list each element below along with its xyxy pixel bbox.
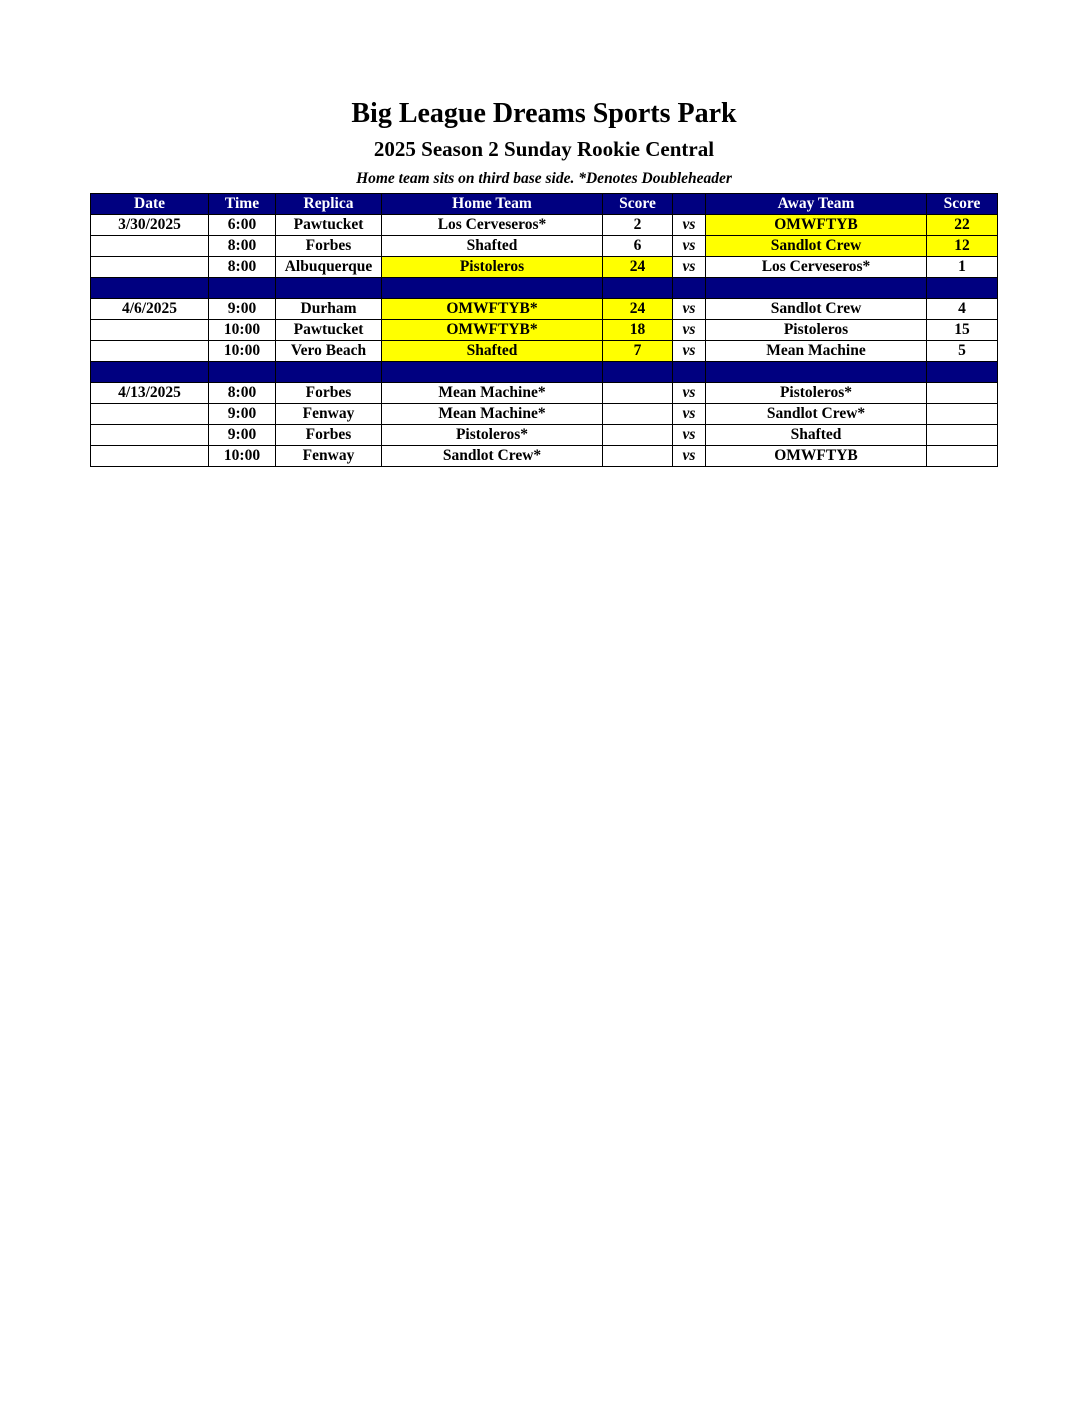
separator-cell [91,362,209,383]
cell-time: 8:00 [209,257,276,278]
cell-home-score: 2 [603,215,673,236]
col-header-replica: Replica [276,194,382,215]
table-row [91,341,998,362]
schedule-body [91,215,998,467]
cell-date [91,425,209,446]
cell-away-score: 5 [927,341,998,362]
table-row [91,383,998,404]
separator-cell [603,278,673,299]
cell-home-score [603,425,673,446]
cell-home-team: Shafted [382,341,603,362]
cell-home-score [603,383,673,404]
cell-away-team: Shafted [706,425,927,446]
separator-cell [209,362,276,383]
table-row [91,236,998,257]
separator-cell [603,362,673,383]
cell-home-score [603,404,673,425]
cell-away-score: 12 [927,236,998,257]
cell-home-score: 7 [603,341,673,362]
cell-replica: Vero Beach [276,341,382,362]
cell-home-score: 18 [603,320,673,341]
page-subtitle: 2025 Season 2 Sunday Rookie Central [373,137,715,161]
cell-home-team: Pistoleros* [382,425,603,446]
cell-home-team: Shafted [382,236,603,257]
cell-vs: vs [673,383,706,404]
cell-date [91,404,209,425]
week-separator-row [91,278,998,299]
cell-away-score: 4 [927,299,998,320]
cell-away-score [927,446,998,467]
cell-vs: vs [673,404,706,425]
cell-date: 4/6/2025 [91,299,209,320]
cell-date [91,320,209,341]
cell-home-team: OMWFTYB* [382,299,603,320]
cell-away-score: 22 [927,215,998,236]
separator-cell [276,278,382,299]
cell-vs: vs [673,341,706,362]
cell-replica: Durham [276,299,382,320]
cell-away-team: Sandlot Crew [706,299,927,320]
separator-cell [927,278,998,299]
separator-cell [382,278,603,299]
separator-cell [209,278,276,299]
cell-date: 3/30/2025 [91,215,209,236]
cell-replica: Pawtucket [276,320,382,341]
cell-time: 9:00 [209,425,276,446]
cell-date [91,257,209,278]
separator-cell [276,362,382,383]
cell-home-score: 6 [603,236,673,257]
cell-time: 10:00 [209,446,276,467]
cell-away-score [927,404,998,425]
table-row [91,425,998,446]
separator-cell [382,362,603,383]
cell-home-score: 24 [603,299,673,320]
cell-home-score: 24 [603,257,673,278]
cell-vs: vs [673,257,706,278]
separator-cell [91,278,209,299]
cell-vs: vs [673,215,706,236]
cell-date: 4/13/2025 [91,383,209,404]
schedule-note: Home team sits on third base side. *Denotes Doubleheader [356,170,732,187]
cell-away-team: Pistoleros [706,320,927,341]
col-header-time: Time [209,194,276,215]
separator-cell [706,278,927,299]
cell-away-team: Mean Machine [706,341,927,362]
col-header-date: Date [91,194,209,215]
cell-home-team: OMWFTYB* [382,320,603,341]
cell-replica: Fenway [276,446,382,467]
week-separator-row [91,362,998,383]
cell-time: 9:00 [209,299,276,320]
cell-time: 9:00 [209,404,276,425]
cell-away-score [927,383,998,404]
col-header-home-score: Score [603,194,673,215]
cell-home-team: Mean Machine* [382,383,603,404]
table-row [91,446,998,467]
cell-time: 8:00 [209,236,276,257]
separator-cell [927,362,998,383]
schedule-table [90,193,998,467]
cell-home-team: Pistoleros [382,257,603,278]
cell-time: 8:00 [209,383,276,404]
cell-away-team: Los Cerveseros* [706,257,927,278]
col-header-away-score: Score [927,194,998,215]
cell-home-team: Mean Machine* [382,404,603,425]
cell-date [91,446,209,467]
cell-away-team: OMWFTYB [706,215,927,236]
separator-cell [706,362,927,383]
cell-replica: Albuquerque [276,257,382,278]
cell-vs: vs [673,236,706,257]
col-header-vs [673,194,706,215]
table-row [91,257,998,278]
table-header-row [91,194,998,215]
cell-vs: vs [673,320,706,341]
cell-away-team: Sandlot Crew* [706,404,927,425]
cell-vs: vs [673,425,706,446]
table-row [91,215,998,236]
cell-vs: vs [673,446,706,467]
page-title: Big League Dreams Sports Park [351,98,737,129]
col-header-home-team: Home Team [382,194,603,215]
cell-replica: Forbes [276,236,382,257]
separator-cell [673,278,706,299]
cell-away-team: OMWFTYB [706,446,927,467]
cell-replica: Forbes [276,425,382,446]
cell-replica: Forbes [276,383,382,404]
cell-away-team: Pistoleros* [706,383,927,404]
separator-cell [673,362,706,383]
cell-date [91,236,209,257]
cell-date [91,341,209,362]
cell-away-score: 15 [927,320,998,341]
cell-time: 10:00 [209,341,276,362]
cell-replica: Pawtucket [276,215,382,236]
col-header-away-team: Away Team [706,194,927,215]
table-row [91,299,998,320]
cell-replica: Fenway [276,404,382,425]
cell-away-score [927,425,998,446]
cell-vs: vs [673,299,706,320]
cell-away-team: Sandlot Crew [706,236,927,257]
cell-home-score [603,446,673,467]
cell-time: 6:00 [209,215,276,236]
table-row [91,404,998,425]
table-row [91,320,998,341]
cell-time: 10:00 [209,320,276,341]
cell-away-score: 1 [927,257,998,278]
cell-home-team: Los Cerveseros* [382,215,603,236]
cell-home-team: Sandlot Crew* [382,446,603,467]
